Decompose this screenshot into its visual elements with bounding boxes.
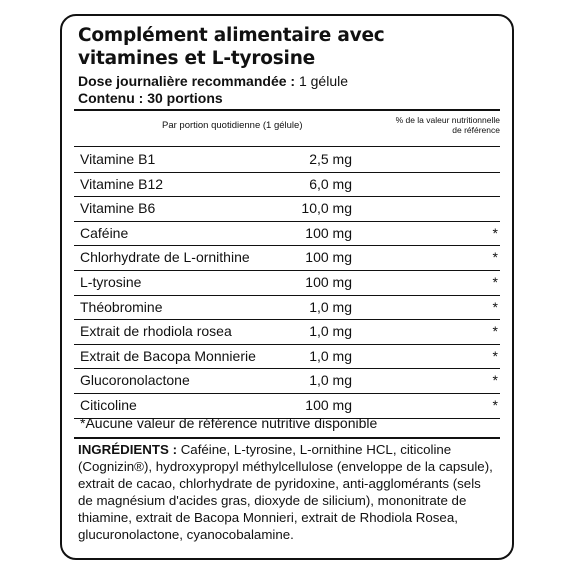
table-row	[78, 368, 496, 392]
row-name: L-tyrosine	[80, 274, 142, 290]
row-name: Chlorhydrate de L-ornithine	[80, 249, 250, 266]
row-amount: 100 mg	[305, 224, 352, 241]
dose-info	[78, 73, 348, 107]
row-amount: 100 mg	[305, 249, 352, 266]
row-name: Vitamine B6	[80, 200, 156, 217]
daily-dose	[78, 73, 348, 90]
table-row	[78, 270, 496, 294]
table-row	[78, 295, 496, 319]
row-amount: 100 mg	[305, 397, 352, 413]
content-label: Contenu :	[78, 90, 144, 106]
row-amount: 2,5 mg	[309, 151, 352, 167]
content-value: 30 portions	[147, 90, 223, 106]
ingredients-divider	[74, 437, 500, 439]
supplement-facts-label	[60, 14, 514, 560]
row-name: Glucoronolactone	[80, 372, 190, 389]
row-name: Vitamine B1	[80, 151, 156, 167]
row-ref: *	[492, 347, 498, 364]
row-name: Caféine	[80, 224, 129, 241]
row-amount: 1,0 mg	[309, 323, 352, 340]
daily-dose-label: Dose journalière recommandée :	[78, 73, 296, 89]
row-ref: *	[492, 323, 498, 340]
table-row	[78, 319, 496, 343]
row-name: Citicoline	[80, 397, 137, 413]
daily-dose-value: 1 gélule	[298, 73, 349, 89]
row-amount: 1,0 mg	[309, 347, 352, 364]
table-row	[78, 245, 496, 269]
ingredients-text: Caféine, L-tyrosine, L-ornithine HCL, citicoline (Cognizin®), hydroxypropyl méthylcellulose (enveloppe de la capsule), extrait de cacao, chlorhydrate de pyridoxine, anti-agglomérants (sels de magnésium d'acides gras, dioxyde de silicium), mononitrate de thiamine, extrait de Bacopa Monnieri, extrait de Rhodiola Rosea, glucuronolactone, cyanocobalamine.	[78, 442, 493, 542]
ingredients-block	[78, 441, 498, 543]
row-ref: *	[492, 298, 498, 315]
title-line-2: vitamines et L-tyrosine	[78, 48, 316, 69]
row-name: Théobromine	[80, 298, 163, 315]
table-row	[78, 147, 496, 171]
row-ref: *	[492, 224, 498, 241]
row-amount: 10,0 mg	[301, 200, 352, 217]
row-ref: *	[492, 249, 498, 266]
content-count	[78, 90, 348, 107]
row-ref: *	[492, 274, 498, 290]
top-divider	[74, 109, 500, 111]
row-name: Extrait de Bacopa Monnierie	[80, 347, 256, 364]
row-amount: 100 mg	[305, 274, 352, 290]
column-header-reference	[350, 115, 500, 135]
column-header-reference-line-1: % de la valeur nutritionnelle	[395, 115, 500, 125]
row-amount: 1,0 mg	[309, 372, 352, 389]
table-row	[78, 172, 496, 196]
row-ref: *	[492, 372, 498, 389]
column-header-reference-line-2: de référence	[452, 125, 500, 135]
row-name: Extrait de rhodiola rosea	[80, 323, 232, 340]
product-title	[78, 24, 385, 70]
table-row	[78, 221, 496, 245]
footnote: *Aucune valeur de référence nutritive disponible	[80, 415, 378, 431]
column-header-per-portion: Par portion quotidienne (1 gélule)	[162, 120, 303, 131]
title-line-1: Complément alimentaire avec	[78, 25, 385, 46]
row-amount: 1,0 mg	[309, 298, 352, 315]
row-amount: 6,0 mg	[309, 175, 352, 192]
table-row	[78, 344, 496, 368]
row-name: Vitamine B12	[80, 175, 164, 192]
table-row	[78, 196, 496, 220]
row-ref: *	[492, 397, 498, 413]
ingredients-label: INGRÉDIENTS :	[78, 442, 177, 457]
